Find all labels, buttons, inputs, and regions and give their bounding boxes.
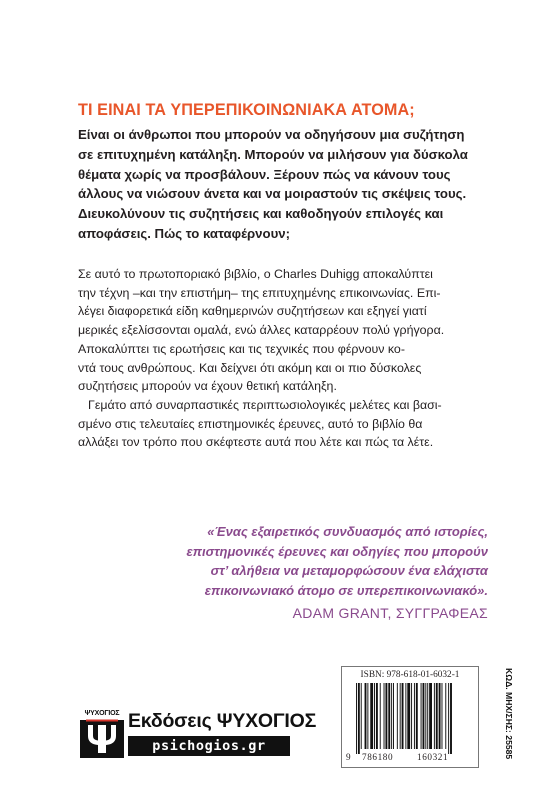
barcode-bar <box>423 683 425 749</box>
description-paragraph <box>78 265 478 452</box>
body-line: την τέχνη –και την επιστήμη– της επιτυχημένης επικοινωνίας. Επι- <box>78 285 441 300</box>
publisher-logo <box>80 710 317 758</box>
barcode-bar <box>427 683 428 749</box>
barcode-bar <box>416 683 418 749</box>
quote-line: επικοινωνιακό άτομο σε υπερεπικοινωνιακό». <box>204 582 488 598</box>
barcode-bar <box>448 683 449 754</box>
quote-line: «Ένας εξαιρετικός συνδυασμός από ιστορίες, <box>207 524 488 539</box>
barcode-digit-first: 9 <box>346 752 352 762</box>
barcode-bar <box>374 683 375 749</box>
barcode-bar <box>367 683 368 749</box>
back-cover-heading: ΤΙ ΕΙΝΑΙ ΤΑ ΥΠΕΡΕΠΙΚΟΙΝΩΝΙΑΚΑ ΑΤΟΜΑ; <box>78 101 415 119</box>
quote-line: επιστημονικές έρευνες και οδηγίες που μπορούν <box>186 543 488 559</box>
barcode-bar <box>397 683 398 749</box>
barcode-bar <box>385 683 387 749</box>
body-line: σμένο στις τελευταίες επιστημονικές έρευνες, αυτό το βιβλίο θα <box>78 416 423 431</box>
review-quote <box>88 522 488 624</box>
quote-line: στ’ αλήθεια να μεταμορφώσουν ένα ελάχιστα <box>210 563 488 579</box>
publisher-name: Εκδόσεις ΨΥΧΟΓΙΟΣ <box>128 710 317 732</box>
barcode-digits-right: 160321 <box>417 752 449 762</box>
barcode-bar <box>380 683 381 749</box>
barcode-bar <box>442 683 443 749</box>
barcode-digits-left: 786180 <box>362 752 394 762</box>
barcode-bar <box>365 683 367 749</box>
barcode-bar <box>436 683 438 749</box>
quote-author: ADAM GRANT, ΣΥΓΓΡΑΦΕΑΣ <box>292 605 488 622</box>
publisher-mark-label: ΨΥΧΟΓΙΟΣ <box>84 710 120 717</box>
intro-line: σε επιτυχημένη κατάληξη. Μπορούν να μιλήσουν για δύσκολα <box>78 146 468 162</box>
barcode-bar <box>391 683 392 749</box>
intro-line: αποφάσεις. Πώς το καταφέρνουν; <box>78 225 290 241</box>
intro-line: Διευκολύνουν τις συζητήσεις και καθοδηγούν επιλογές και <box>78 206 444 222</box>
barcode-bar <box>414 683 415 749</box>
publisher-psi-icon <box>80 710 124 758</box>
barcode-bar <box>356 683 357 754</box>
barcode-bar <box>439 683 441 749</box>
barcode-bar <box>411 683 412 749</box>
body-line: Γεμάτο από συναρπαστικές περιπτωσιολογικές μελέτες και βασι- <box>88 397 442 412</box>
barcode-bar <box>376 683 378 749</box>
intro-line: θέματα χωρίς να προσβάλουν. Ξέρουν πώς να κάνουν τους <box>78 166 451 182</box>
barcode-bar <box>434 683 435 749</box>
barcode-bar <box>405 683 406 749</box>
intro-line: Είναι οι άνθρωποι που μπορούν να οδηγήσουν μια συζήτηση <box>78 127 465 142</box>
isbn-label: ISBN: 978-618-01-6032-1 <box>360 670 460 680</box>
publisher-url: psichogios.gr <box>128 736 290 756</box>
body-line: συζητήσεις μπορούν να έχουν θετική κατάληξη. <box>78 379 337 394</box>
barcode-bar <box>425 683 426 749</box>
barcode-bar <box>429 683 432 749</box>
product-code <box>492 668 514 777</box>
barcode-bar <box>358 683 360 754</box>
body-line: μερικές εξελίσσονται ομαλά, ενώ άλλες καταρρέουν πολύ γρήγορα. <box>78 323 445 338</box>
body-line: λέγει διαφορετικά είδη καθημερινών συζητήσεων και εξηγεί γιατί <box>78 304 427 319</box>
barcode-bar <box>407 683 410 749</box>
isbn-barcode <box>341 666 479 768</box>
body-line: Αποκαλύπτει τις ερωτήσεις και τις τεχνικές που φέρνουν κο- <box>78 341 405 356</box>
barcode-bar <box>388 683 390 749</box>
barcode-bar <box>400 683 401 749</box>
intro-paragraph <box>78 125 476 244</box>
barcode-bar <box>384 683 385 749</box>
product-code-text: ΚΩΔ. ΜΗΧ/ΣΗΣ: 25585 <box>504 668 514 760</box>
barcode-bar <box>370 683 373 749</box>
barcode-bar <box>445 683 446 749</box>
barcode-bar <box>402 683 404 749</box>
barcode-bar <box>361 683 362 749</box>
body-line: Σε αυτό το πρωτοποριακό βιβλίο, ο Charles Duhigg αποκαλύπτει <box>78 267 433 281</box>
barcode-bar <box>450 683 452 754</box>
body-line: αλλάξει τον τρόπο που σκέφτεστε αυτά που λέτε και πώς τα λέτε. <box>78 435 434 450</box>
intro-line: άλλους να νιώσουν άνετα και να μοιραστούν τις σκέψεις τους. <box>78 186 467 202</box>
barcode-bar <box>393 683 394 749</box>
body-line: ντά τους ανθρώπους. Και δείχνει ότι ακόμη και οι πιο δύσκολες <box>78 360 422 375</box>
barcode-bar <box>421 683 422 749</box>
